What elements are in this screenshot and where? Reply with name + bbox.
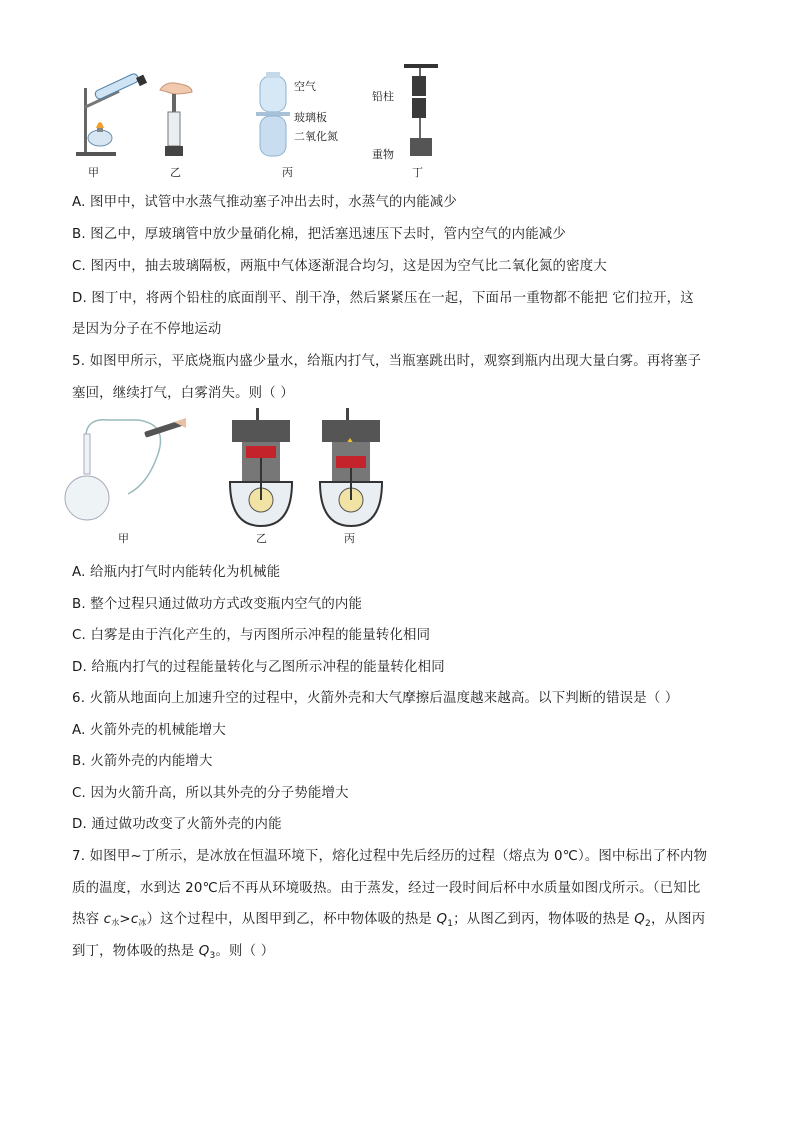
q2-subscript: 2 <box>645 919 651 929</box>
q1-symbol: Q <box>436 912 448 927</box>
q7-line3 <box>72 908 705 929</box>
q5-option-a: A. 给瓶内打气时内能转化为机械能 <box>72 565 281 580</box>
figure-caption-bing: 丙 <box>282 166 293 179</box>
q7-line4-post: 。则（ ） <box>215 944 275 959</box>
q4-option-d: D. 图丁中，将两个铅柱的底面削平、削干净，然后紧紧压在一起，下面吊一重物都不能把 它们拉开，这 <box>72 291 694 306</box>
q7-line4-pre: 到丁，物体吸的热是 <box>72 944 199 959</box>
figure-heat-experiments <box>60 58 440 183</box>
figure-caption-yi: 乙 <box>170 166 181 179</box>
label-lead-column: 铅柱 <box>372 90 394 103</box>
q6-option-c: C. 因为火箭升高，所以其外壳的分子势能增大 <box>72 786 349 801</box>
q5-figure-caption-yi: 乙 <box>256 532 267 545</box>
water-subscript: 水 <box>111 918 120 927</box>
q5-option-b: B. 整个过程只通过做功方式改变瓶内空气的内能 <box>72 597 363 612</box>
figure-caption-ding: 丁 <box>412 166 423 179</box>
figure-engine-strokes <box>60 404 400 549</box>
lead-columns-illustration <box>400 64 440 160</box>
q7-line3-mid2: ；从图乙到丙，物体吸的热是 <box>453 912 635 927</box>
label-nitrogen-dioxide: 二氧化氮 <box>294 130 338 143</box>
flask-pump-illustration <box>68 414 188 532</box>
engine-stroke-yi-illustration <box>226 408 296 528</box>
figure-caption-jia: 甲 <box>88 166 99 179</box>
q6-stem: 6. 火箭从地面向上加速升空的过程中，火箭外壳和大气摩擦后温度越来越高。以下判断的错误是（ ） <box>72 691 679 706</box>
q3-symbol: Q <box>198 944 210 959</box>
q7-line4 <box>72 940 274 961</box>
q3-subscript: 3 <box>209 951 216 961</box>
q5-figure-caption-jia: 甲 <box>118 532 129 545</box>
ice-subscript: 冰 <box>138 918 147 927</box>
q7-line3-pre: 热容 <box>72 912 104 927</box>
q6-option-a: A. 火箭外壳的机械能增大 <box>72 723 226 738</box>
q1-subscript: 1 <box>447 919 454 929</box>
q5-option-c: C. 白雾是由于汽化产生的，与丙图所示冲程的能量转化相同 <box>72 628 431 643</box>
engine-stroke-bing-illustration <box>316 408 386 528</box>
q7-line1: 7. 如图甲~丁所示，是冰放在恒温环境下，熔化过程中先后经历的过程（熔点为 0℃）。图中标出了杯内物 <box>72 849 708 864</box>
label-air: 空气 <box>294 80 316 93</box>
q4-option-d-cont: 是因为分子在不停地运动 <box>72 322 222 337</box>
label-weight: 重物 <box>372 148 394 161</box>
test-tube-heating-illustration <box>70 78 150 158</box>
q7-line2: 质的温度，水到达 20℃后不再从环境吸热。由于蒸发，经过一段时间后杯中水质量如图戊所示。（已知比 <box>72 881 701 896</box>
piston-compression-illustration <box>156 80 196 160</box>
q5-option-d: D. 给瓶内打气的过程能量转化与乙图所示冲程的能量转化相同 <box>72 660 445 675</box>
c-ice-symbol: c <box>130 912 139 927</box>
q7-line3-mid: ）这个过程中，从图甲到乙，杯中物体吸的热是 <box>146 912 437 927</box>
gas-diffusion-bottles-illustration <box>256 72 296 160</box>
greater-than: > <box>119 912 131 927</box>
q5-figure-caption-bing: 丙 <box>344 532 355 545</box>
q6-option-b: B. 火箭外壳的内能增大 <box>72 754 213 769</box>
q4-option-c: C. 图丙中，抽去玻璃隔板，两瓶中气体逐渐混合均匀，这是因为空气比二氧化氮的密度大 <box>72 259 607 274</box>
q4-option-b: B. 图乙中，厚玻璃管中放少量硝化棉，把活塞迅速压下去时，管内空气的内能减少 <box>72 227 566 242</box>
q5-stem-line1: 5. 如图甲所示，平底烧瓶内盛少量水，给瓶内打气，当瓶塞跳出时，观察到瓶内出现大量白雾。再将塞子 <box>72 354 702 369</box>
q4-option-a: A. 图甲中，试管中水蒸气推动塞子冲出去时，水蒸气的内能减少 <box>72 195 457 210</box>
q5-stem-line2: 塞回，继续打气，白雾消失。则（ ） <box>72 386 294 401</box>
q7-line3-post: ，从图丙 <box>650 912 706 927</box>
q2-symbol: Q <box>634 912 646 927</box>
label-glass-plate: 玻璃板 <box>294 111 327 124</box>
c-water-symbol: c <box>103 912 112 927</box>
q6-option-d: D. 通过做功改变了火箭外壳的内能 <box>72 817 282 832</box>
